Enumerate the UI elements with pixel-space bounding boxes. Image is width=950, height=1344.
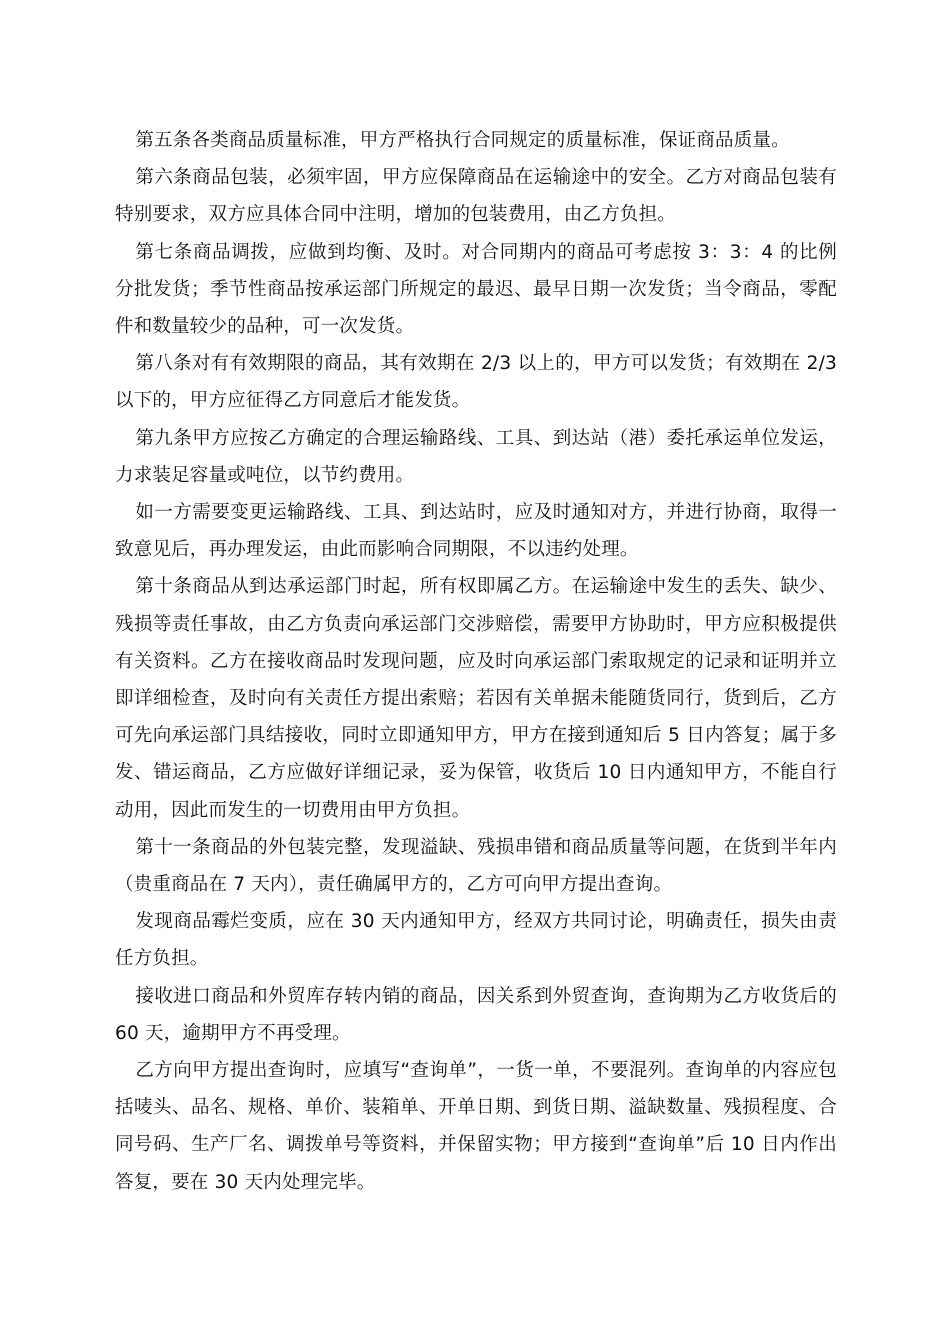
paragraph-inquiry-form: 乙方向甲方提出查询时，应填写“查询单”，一货一单，不要混列。查询单的内容应包括唛头、品名、规格、单价、装箱单、开单日期、到货日期、溢缺数量、残损程度、合同号码、生产厂名、调拨单号等资料，并保留实物；甲方接到“查询单”后 10 日内作出答复，要在 30 天内处理完毕。 [115,1060,837,1193]
paragraph-article-11: 第十一条商品的外包装完整，发现溢缺、残损串错和商品质量等问题，在货到半年内（贵重商品在 7 天内），责任确属甲方的，乙方可向甲方提出查询。 [115,836,837,896]
paragraph-article-9: 第九条甲方应按乙方确定的合理运输路线、工具、到达站（港）委托承运单位发运，力求装足容量或吨位，以节约费用。 [115,427,837,486]
paragraph-article-8: 第八条对有有效期限的商品，其有效期在 2/3 以上的，甲方可以发货；有效期在 2/3 以下的，甲方应征得乙方同意后才能发货。 [115,353,837,412]
paragraph-article-7: 第七条商品调拨，应做到均衡、及时。对合同期内的商品可考虑按 3：3：4 的比例分批发货；季节性商品按承运部门所规定的最迟、最早日期一次发货；当令商品，零配件和数量较少的品种，可一次发货。 [115,241,837,338]
paragraph-article-5: 第五条各类商品质量标准，甲方严格执行合同规定的质量标准，保证商品质量。 [135,130,790,151]
paragraph-imported-goods: 接收进口商品和外贸库存转内销的商品，因关系到外贸查询，查询期为乙方收货后的 60 天，逾期甲方不再受理。 [115,985,837,1044]
paragraph-article-10: 第十条商品从到达承运部门时起，所有权即属乙方。在运输途中发生的丢失、缺少、残损等责任事故，由乙方负责向承运部门交涉赔偿，需要甲方协助时，甲方应积极提供有关资料。乙方在接收商品时发现问题，应及时向承运部门索取规定的记录和证明并立即详细检查，及时向有关责任方提出索赔；若因有关单据未能随货同行，货到后，乙方可先向承运部门具结接收，同时立即通知甲方，甲方在接到通知后 5 日内答复；属于多发、错运商品，乙方应做好详细记录，妥为保管，收货后 10 日内通知甲方，不能自行动用，因此而发生的一切费用由甲方负担。 [115,576,837,821]
paragraph-spoilage: 发现商品霉烂变质，应在 30 天内通知甲方，经双方共同讨论，明确责任，损失由责任方负担。 [115,911,837,970]
paragraph-route-change: 如一方需要变更运输路线、工具、到达站时，应及时通知对方，并进行协商，取得一致意见后，再办理发运，由此而影响合同期限，不以违约处理。 [115,502,837,561]
document-body [115,122,837,1201]
paragraph-article-6: 第六条商品包装，必须牢固，甲方应保障商品在运输途中的安全。乙方对商品包装有特别要求，双方应具体合同中注明，增加的包装费用，由乙方负担。 [115,167,837,226]
